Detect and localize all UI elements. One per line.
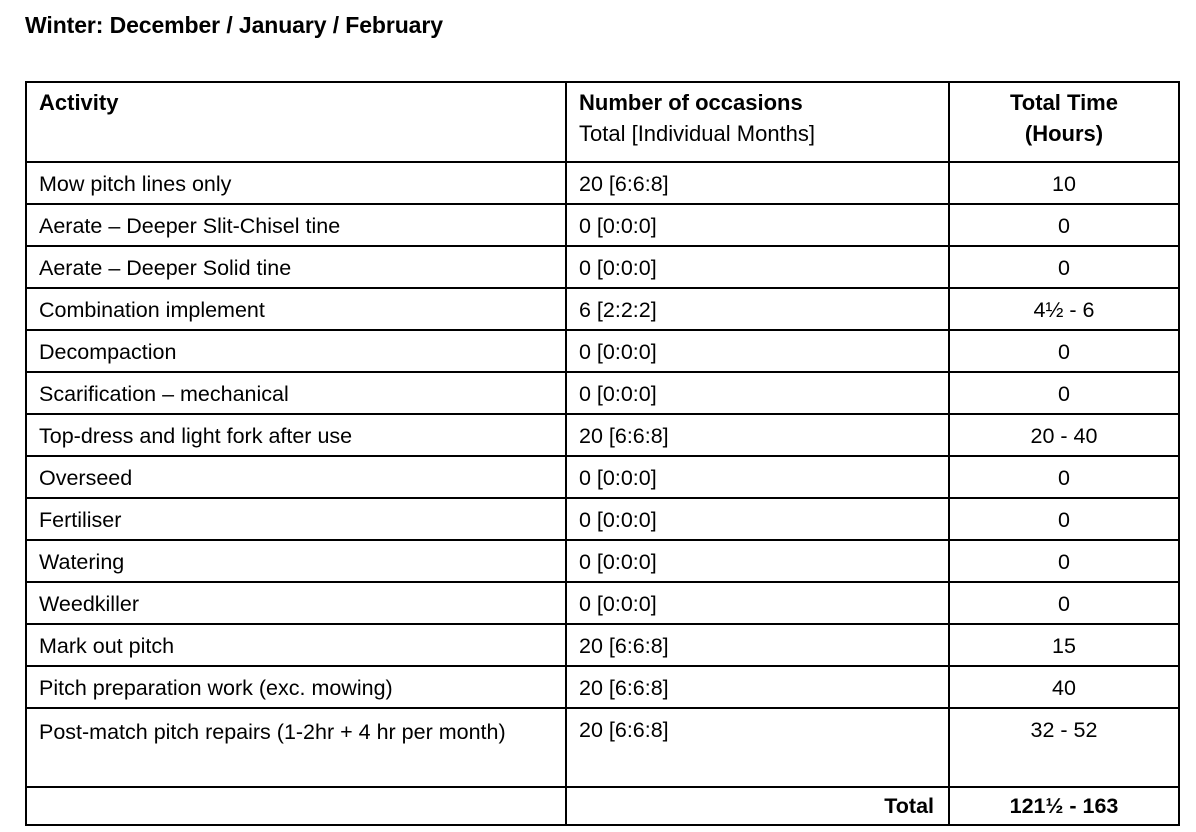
cell-activity [26,624,566,666]
cell-activity [26,246,566,288]
cell-occasions-text: 0 [0:0:0] [579,340,657,364]
cell-total-time-text: 32 - 52 [1030,718,1098,742]
cell-total-time-text: 0 [1058,508,1070,532]
cell-total-time [949,456,1179,498]
cell-total-time-text: 0 [1058,340,1070,364]
cell-total-time-text: 0 [1058,214,1070,238]
cell-total-time [949,204,1179,246]
cell-occasions [566,666,949,708]
column-header-occasions-line2: Total [Individual Months] [579,121,816,146]
table-row [26,456,1179,498]
cell-total-time [949,582,1179,624]
cell-total-time [949,624,1179,666]
cell-activity [26,498,566,540]
table-row [26,666,1179,708]
table-row [26,204,1179,246]
table-row [26,414,1179,456]
cell-occasions-text: 0 [0:0:0] [579,592,657,616]
cell-activity [26,414,566,456]
column-header-occasions-line1: Number of occasions [579,90,803,115]
table-row [26,372,1179,414]
cell-occasions [566,498,949,540]
cell-occasions-text: 20 [6:6:8] [579,718,669,742]
cell-occasions [566,708,949,787]
table-row [26,162,1179,204]
cell-occasions [566,540,949,582]
cell-occasions [566,582,949,624]
cell-occasions [566,330,949,372]
cell-total-time [949,162,1179,204]
cell-activity-text: Overseed [39,466,133,490]
cell-occasions [566,162,949,204]
column-header-activity [26,82,566,162]
cell-activity-text: Mow pitch lines only [39,172,232,196]
cell-occasions [566,372,949,414]
cell-activity-empty-text [27,788,565,791]
cell-total-time [949,540,1179,582]
cell-activity-text: Scarification – mechanical [39,382,289,406]
cell-activity [26,330,566,372]
cell-occasions [566,288,949,330]
column-header-activity-label: Activity [39,90,119,115]
cell-total-value-text: 121½ - 163 [1009,794,1119,818]
cell-activity-text: Aerate – Deeper Slit-Chisel tine [39,214,341,238]
cell-total-time [949,414,1179,456]
cell-total-value [949,787,1179,825]
cell-total-time-text: 10 [1052,172,1076,196]
table-row [26,582,1179,624]
table-row [26,498,1179,540]
cell-total-time-text: 0 [1058,592,1070,616]
cell-occasions-text: 20 [6:6:8] [579,676,669,700]
cell-occasions [566,414,949,456]
cell-activity [26,162,566,204]
cell-occasions [566,624,949,666]
cell-activity-text: Fertiliser [39,508,122,532]
page-title: Winter: December / January / February [25,12,443,38]
table-row [26,330,1179,372]
cell-activity-text: Weedkiller [39,592,139,616]
cell-total-label-text: Total [884,794,934,818]
cell-activity-text: Decompaction [39,340,177,364]
table-row [26,624,1179,666]
cell-total-time [949,666,1179,708]
cell-occasions-text: 20 [6:6:8] [579,424,669,448]
cell-activity-text: Post-match pitch repairs (1-2hr + 4 hr per month) [39,720,506,744]
cell-activity [26,288,566,330]
cell-activity-text: Pitch preparation work (exc. mowing) [39,676,393,700]
column-header-total-time-line2: (Hours) [1024,121,1104,146]
cell-occasions-text: 0 [0:0:0] [579,382,657,406]
table-body [26,162,1179,825]
column-header-occasions [566,82,949,162]
column-header-total-time-line1: Total Time [1010,90,1118,115]
cell-activity [26,582,566,624]
cell-total-time [949,708,1179,787]
cell-total-time-text: 40 [1052,676,1076,700]
cell-occasions-text: 0 [0:0:0] [579,214,657,238]
seasonal-activity-table-container [25,81,1178,826]
cell-total-time [949,246,1179,288]
cell-occasions [566,204,949,246]
cell-activity-empty [26,787,566,825]
cell-occasions-text: 20 [6:6:8] [579,172,669,196]
cell-occasions-text: 0 [0:0:0] [579,256,657,280]
cell-activity-text: Mark out pitch [39,634,175,658]
cell-occasions [566,246,949,288]
cell-total-time [949,372,1179,414]
table-total-row [26,787,1179,825]
table-header [26,82,1179,162]
cell-activity [26,540,566,582]
column-header-total-time [949,82,1179,162]
cell-activity [26,666,566,708]
cell-total-time-text: 20 - 40 [1030,424,1098,448]
cell-total-time-text: 0 [1058,256,1070,280]
cell-total-time-text: 15 [1052,634,1076,658]
table-row [26,540,1179,582]
table-row [26,288,1179,330]
cell-occasions-text: 0 [0:0:0] [579,550,657,574]
table-row [26,246,1179,288]
cell-activity-text: Aerate – Deeper Solid tine [39,256,292,280]
cell-occasions-text: 0 [0:0:0] [579,466,657,490]
cell-activity [26,204,566,246]
cell-total-time-text: 0 [1058,550,1070,574]
cell-activity-text: Combination implement [39,298,265,322]
cell-activity [26,456,566,498]
cell-occasions-text: 20 [6:6:8] [579,634,669,658]
cell-total-time-text: 4½ - 6 [1033,298,1095,322]
cell-total-time [949,330,1179,372]
seasonal-activity-table [25,81,1180,826]
cell-occasions-text: 6 [2:2:2] [579,298,657,322]
cell-total-time-text: 0 [1058,382,1070,406]
cell-occasions [566,456,949,498]
cell-total-time-text: 0 [1058,466,1070,490]
cell-occasions-text: 0 [0:0:0] [579,508,657,532]
cell-activity [26,708,566,787]
cell-total-time [949,288,1179,330]
table-row [26,708,1179,787]
cell-total-time [949,498,1179,540]
cell-total-label [566,787,949,825]
cell-activity-text: Top-dress and light fork after use [39,424,353,448]
cell-activity-text: Watering [39,550,125,574]
table-header-row [26,82,1179,162]
cell-activity [26,372,566,414]
